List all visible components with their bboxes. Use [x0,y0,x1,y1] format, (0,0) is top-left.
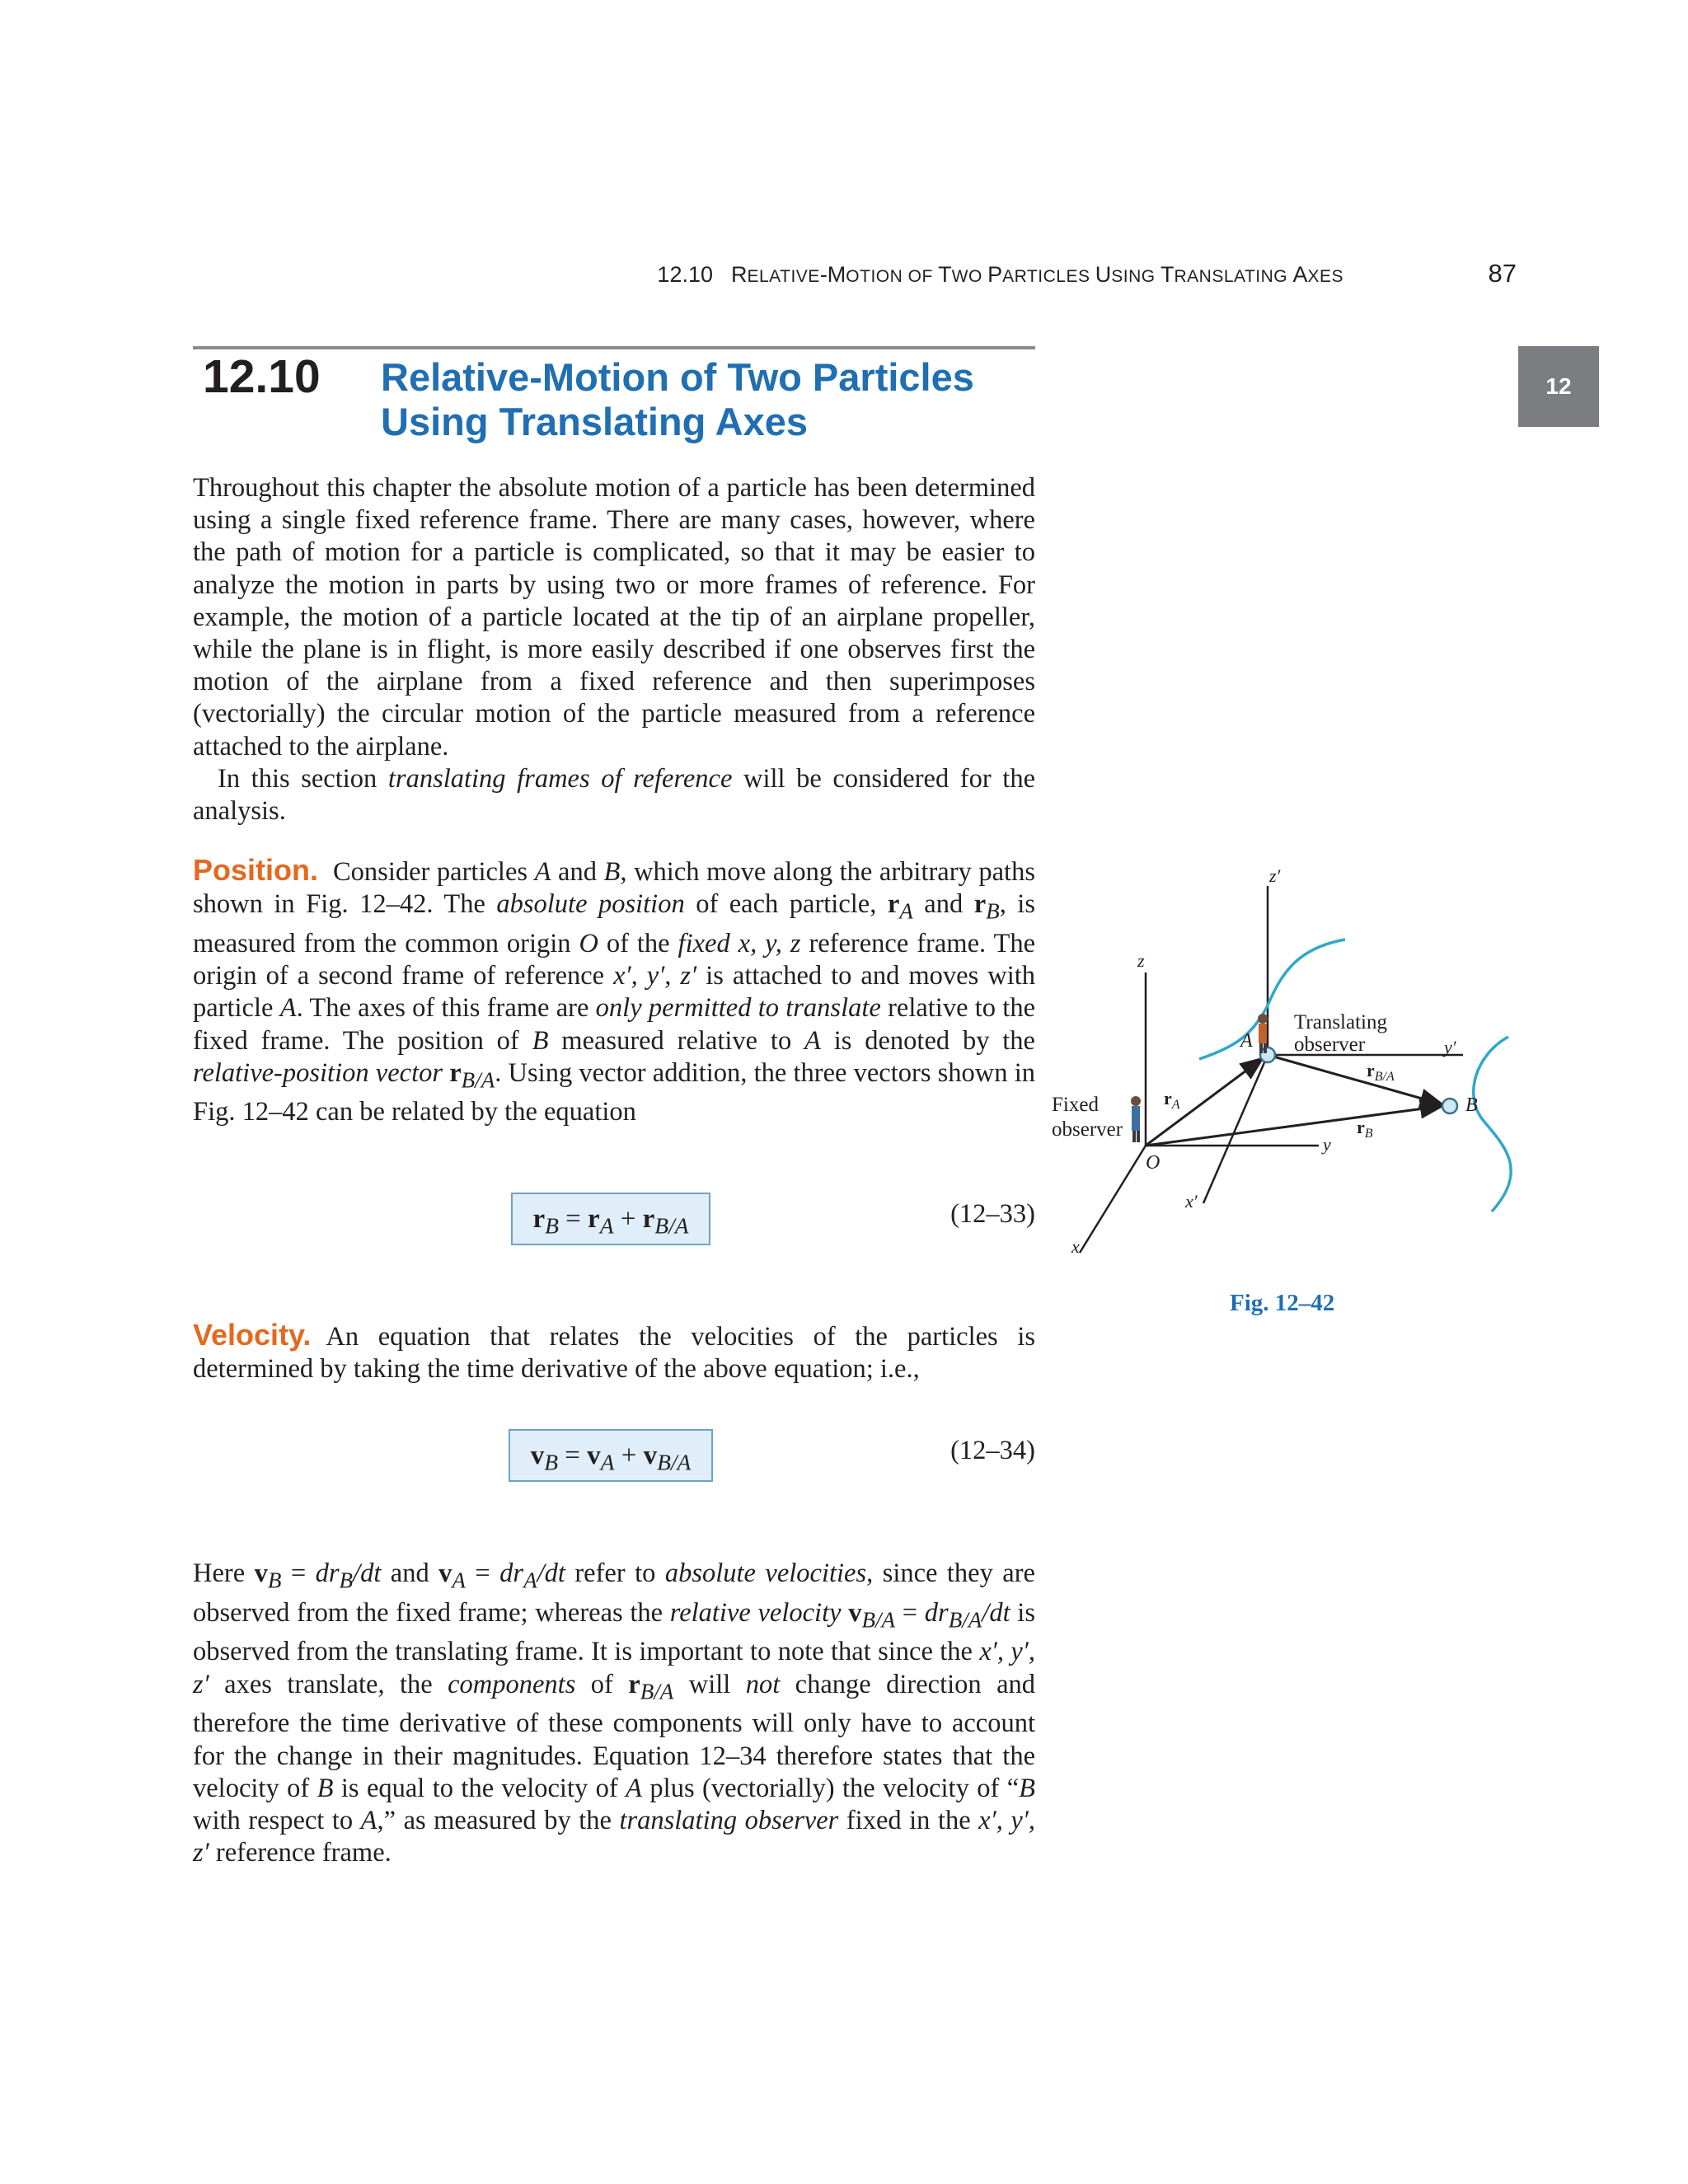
text-run: is equal to the velocity of [333,1773,626,1803]
running-head-section-number: 12.10 [657,262,713,287]
text-run: is denoted by the [820,1025,1035,1056]
x-axis [1080,1146,1146,1253]
text-run: and [912,889,974,920]
math-subscript: B/A [861,1607,896,1633]
vector-symbol: r [588,1204,600,1234]
label-translating-observer-1: Translating [1294,1011,1387,1033]
math-var: B [316,1773,334,1803]
running-head-title-part: T [1160,262,1175,287]
text-run: and [551,857,604,887]
math-var: A [804,1025,821,1056]
emphasis: relative-position vector [193,1057,443,1088]
operator: = [895,1597,925,1628]
label-b: B [1465,1094,1478,1116]
vector-symbol: r [642,1204,655,1234]
text-run: ,” as measured by the [377,1805,620,1835]
vector-symbol: v [254,1558,268,1588]
operator: = [281,1558,316,1588]
emphasis: not [745,1669,781,1699]
intro-text [193,472,1035,827]
math-subscript: A [599,1212,614,1239]
particle-b [1442,1099,1457,1113]
math-var: /dt [537,1558,565,1588]
label-x-prime: x′ [1185,1191,1198,1212]
running-head-title-part: -M [819,262,846,287]
operator: = [558,1441,588,1470]
text-run: relative to the fixed frame. The position of [193,993,1036,1056]
text-run: . Using vector addition, the three vectors shown in Fig. 12–42 can be related by the equation [193,1057,1035,1127]
running-head-title-part: ARTICLES [1002,267,1095,286]
math-subscript: A [899,898,913,924]
section-title-line-1: Relative-Motion of Two Particles [381,355,974,399]
math-var: dr [315,1558,340,1588]
label-y: y [1323,1134,1331,1155]
text-run: Here [193,1558,255,1588]
math-subscript: B/A [654,1212,689,1239]
math-subscript: B/A [640,1679,674,1704]
math-var: B [532,1025,549,1056]
label-z: z [1137,950,1145,971]
text-run: of each particle, [684,889,888,920]
math-var: B [1019,1773,1036,1803]
equation-12-34 [509,1429,713,1482]
translating-observer-icon [1258,1014,1268,1053]
math-var: A [534,857,551,887]
math-var: /dt [982,1597,1010,1628]
label-x: x [1071,1236,1080,1257]
text-run: . The axes of this frame are [296,993,596,1024]
math-var: x′, y′, z′ [193,1637,1035,1699]
text-run: is observed from the translating frame. It is important to note that since the [193,1597,1035,1667]
math-var: x′, y′, z′ [613,961,697,991]
text-run: of the [598,928,678,958]
math-var: dr [499,1558,524,1588]
emphasis: only permitted to translate [595,993,881,1024]
velocity-heading: Velocity. [193,1318,312,1352]
operator: + [613,1204,643,1234]
text-run: will [673,1669,746,1699]
math-var: A [360,1805,377,1835]
vector-symbol: r [973,889,987,920]
running-head-title [731,262,1343,287]
label-a: A [1240,1030,1253,1052]
emphasis: absolute position [496,889,685,920]
final-text [193,1558,1035,1869]
math-subscript: B/A [461,1067,495,1093]
vector-symbol: r [628,1669,640,1699]
text-run: , is measured from the common origin [193,889,1035,958]
math-var: /dt [353,1558,382,1588]
running-head-title-part: A [1292,262,1308,287]
text-run: reference frame. The origin of a second frame of reference [193,928,1035,991]
text-run: with respect to [193,1805,361,1835]
text-run: measured relative to [548,1025,805,1056]
math-var: x, y, z [738,928,801,958]
velocity-text [193,1319,1035,1385]
label-fixed-observer-2: observer [1052,1118,1123,1141]
intro-paragraph-2 [193,763,1035,827]
math-subscript: B [544,1449,558,1475]
emphasis: fixed [678,928,730,958]
running-head [0,262,1343,288]
running-head-title-part: RANSLATING [1174,267,1293,286]
label-rB: $r_B$ [1357,1117,1373,1141]
text-run: Consider particles [333,857,535,887]
vector-symbol: r [449,1057,462,1088]
emphasis: translating frames of reference [387,763,733,794]
math-var: dr [924,1597,949,1628]
math-var: B [603,857,621,887]
text-run [842,1598,849,1628]
text-run: reference frame. [209,1838,392,1868]
text-run: In this section [218,763,388,794]
velocity-paragraph [193,1319,1035,1385]
operator: + [614,1441,644,1470]
math-subscript: A [523,1568,537,1593]
intro-paragraph-1: Throughout this chapter the absolute motion of a particle has been determined using a single fixed reference frame. There are many cases, however, where the path of motion for a particle is complicated, so that it may be easier to analyze the motion in parts by using two or more frames of reference. For example, the motion of a particle located at the tip of an airplane propeller, while the plane is in flight, is more easily described if one observes first the motion of the airplane from a fixed reference and then superimposes (vectorially) the circular motion of the particle measured from a reference attached to the airplane. [193,473,1035,762]
label-z-prime: z′ [1269,865,1281,886]
text-run: will be considered for the analysis. [193,763,1035,827]
figure-caption: Fig. 12–42 [1230,1290,1335,1316]
running-head-title-part: T [938,262,952,287]
label-translating-observer-2: observer [1294,1033,1366,1056]
running-head-title-part: WO [951,267,988,286]
text-run: , since they are observed from the fixed frame; whereas the [193,1558,1035,1628]
fixed-observer-icon [1131,1096,1141,1142]
text-run: plus (vectorially) the velocity of “ [642,1773,1020,1803]
running-head-title-part: P [987,262,1003,287]
text-run: refer to [565,1558,665,1588]
position-heading: Position. [193,853,318,887]
running-head-title-part: ELATIVE [747,267,820,286]
vector-symbol: r [887,889,900,920]
page-number: 87 [1488,259,1517,288]
equation-number-12-33: (12–33) [950,1199,1035,1229]
path-of-b [1474,1037,1511,1212]
running-head-title-part: OTION OF [846,267,939,286]
equation-12-33 [511,1193,710,1245]
vector-symbol: v [438,1558,452,1588]
label-rA: $r_A$ [1164,1088,1180,1112]
label-o: O [1146,1152,1160,1174]
running-head-title-part: R [731,262,748,287]
section-number: 12.10 [203,350,321,403]
math-var: O [579,928,598,958]
running-head-title-part: U [1095,262,1112,287]
text-run: , which move along the arbitrary paths shown in Fig. 12–42. The [193,857,1035,920]
equation-number-12-34: (12–34) [950,1436,1035,1465]
operator: = [558,1204,588,1234]
math-var: x′, y′, z′ [193,1805,1036,1868]
text-run: of [575,1669,629,1699]
math-subscript: B [545,1212,559,1239]
text-run: An equation that relates the velocities of the particles is determined by taking the time derivative of the above equation; i.e., [193,1322,1035,1385]
vector-symbol: v [643,1441,658,1470]
math-subscript: B [986,898,1000,924]
math-var: A [279,993,297,1024]
vector-rBA [1268,1055,1442,1104]
position-paragraph [193,854,1035,1129]
text-run: axes translate, the [209,1669,448,1699]
math-subscript: B/A [948,1607,982,1633]
text-run [443,1058,449,1088]
math-subscript: B [267,1568,282,1593]
vector-symbol: v [848,1597,862,1628]
text-run: is attached to and moves with particle [193,961,1036,1024]
section-title-line-2: Using Translating Axes [381,400,809,443]
emphasis: translating observer [619,1805,839,1835]
vector-symbol: v [530,1441,545,1470]
running-head-title-part: XES [1307,267,1343,286]
final-paragraph [193,1558,1035,1869]
label-fixed-observer-1: Fixed [1052,1094,1099,1116]
section-title [381,355,1040,444]
operator: = [465,1558,500,1588]
label-y-prime: y′ [1444,1037,1456,1057]
emphasis: relative velocity [669,1597,842,1628]
label-rBA: $r_{B/A}$ [1367,1060,1395,1084]
text-run [730,929,738,958]
chapter-tab: 12 [1518,346,1599,427]
vector-symbol: v [587,1441,601,1470]
emphasis: absolute velocities [664,1558,867,1588]
math-subscript: B/A [657,1449,692,1475]
vector-symbol: r [532,1204,546,1234]
position-text [193,854,1035,1129]
math-subscript: A [600,1449,615,1475]
math-var: A [626,1773,642,1803]
emphasis: components [448,1669,576,1699]
running-head-title-part: SING [1111,267,1160,286]
math-subscript: A [452,1568,466,1593]
figure-12-42 [1047,857,1574,1319]
math-subscript: B [339,1568,354,1593]
text-run: fixed in the [838,1805,979,1835]
text-run: change direction and therefore the time derivative of these components will only have to account for the change in their magnitudes. Equation 12–34 therefore states that the velocity of [193,1669,1035,1803]
text-run: and [381,1558,439,1588]
